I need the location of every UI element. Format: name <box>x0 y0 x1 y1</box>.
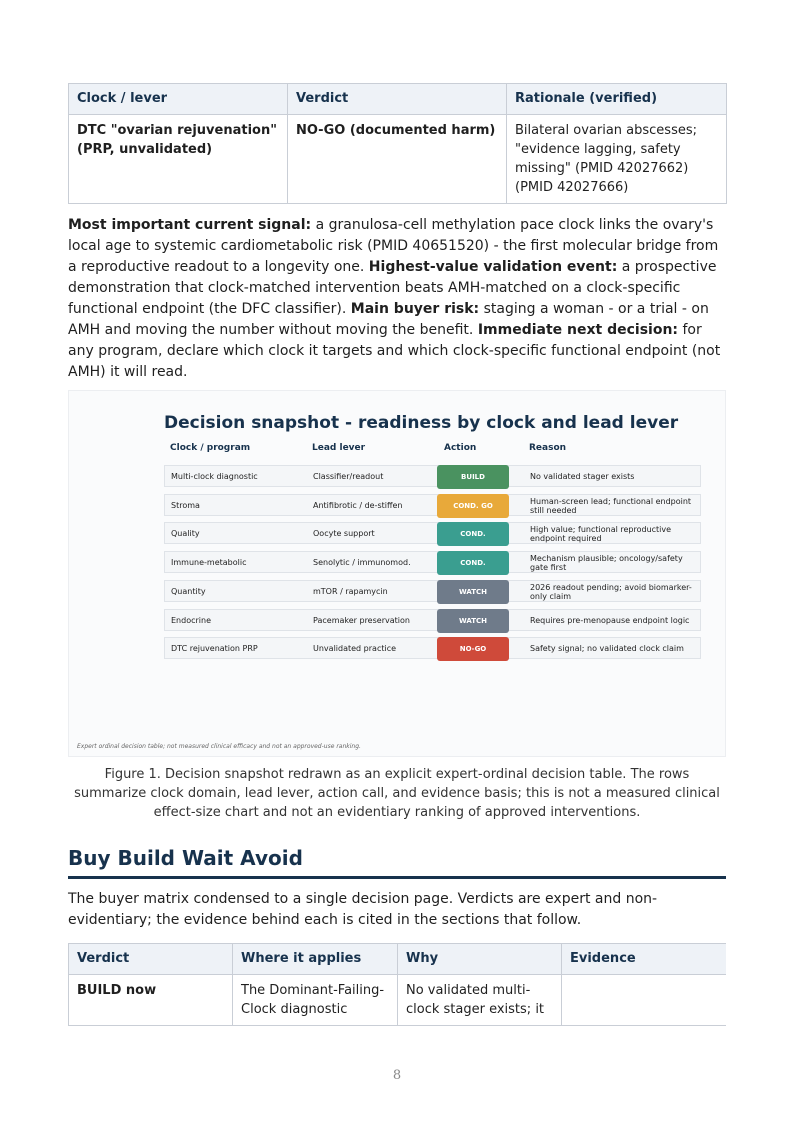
cell-matrix-evidence <box>562 975 727 1026</box>
page-content <box>68 83 726 383</box>
header-clock-lever: Clock / lever <box>69 84 288 115</box>
snapshot-row <box>164 637 701 659</box>
action-badge: COND. <box>437 522 509 546</box>
table-row <box>69 115 727 204</box>
snapshot-program: Immune-metabolic <box>171 558 247 568</box>
snapshot-lever: Senolytic / immunomod. <box>313 558 411 568</box>
page-number: 8 <box>392 1068 402 1083</box>
snapshot-program: Stroma <box>171 500 200 510</box>
snapshot-lever: mTOR / rapamycin <box>313 586 388 596</box>
action-badge: COND. <box>437 551 509 575</box>
snapshot-lever: Unvalidated practice <box>313 644 397 654</box>
snapshot-row <box>164 465 701 487</box>
cell-verdict: NO-GO (documented harm) <box>288 115 507 204</box>
col-header-reason: Reason <box>529 443 567 453</box>
text-current-signal: a granulosa-cell methylation pace clock links the ovary's local age to systemic cardiometabolic risk (PMID 40651520) - the first molecular bridge from a reproductive readout to a longevity one. <box>68 217 719 275</box>
snapshot-program: Multi-clock diagnostic <box>171 472 258 481</box>
col-header-program: Clock / program <box>170 443 251 453</box>
section-heading: Buy Build Wait Avoid <box>68 846 726 879</box>
snapshot-reason: 2026 readout pending; avoid biomarker-only claim <box>530 582 692 601</box>
snapshot-row <box>164 494 701 516</box>
snapshot-lever: Oocyte support <box>313 529 375 539</box>
section-intro: The buyer matrix condensed to a single decision page. Verdicts are expert and non-evidentiary; the evidence behind each is cited in the sections that follow. <box>68 891 658 928</box>
snapshot-row <box>164 522 701 544</box>
snapshot-reason: Human-screen lead; functional endpoint still needed <box>530 496 692 515</box>
cell-matrix-why: No validated multi-clock stager exists; it <box>398 975 562 1026</box>
col-header-action: Action <box>444 443 477 453</box>
decision-snapshot-figure <box>68 390 726 757</box>
snapshot-program: Endocrine <box>171 615 211 625</box>
header-matrix-verdict: Verdict <box>69 944 233 975</box>
snapshot-reason: No validated stager exists <box>530 472 635 481</box>
snapshot-program: Quality <box>171 529 200 539</box>
label-current-signal: Most important current signal: <box>68 217 312 233</box>
header-rationale: Rationale (verified) <box>507 84 727 115</box>
snapshot-lever: Pacemaker preservation <box>313 615 410 625</box>
snapshot-row <box>164 609 701 631</box>
snapshot-program: DTC rejuvenation PRP <box>171 644 258 654</box>
snapshot-lever: Classifier/readout <box>313 472 384 481</box>
header-verdict: Verdict <box>288 84 507 115</box>
cell-lever: DTC "ovarian rejuvenation" (PRP, unvalidated) <box>69 115 288 204</box>
snapshot-reason: High value; functional reproductive endpoint required <box>530 525 672 544</box>
label-next-decision: Immediate next decision: <box>477 322 679 338</box>
text-buyer-risk: staging a woman - or a trial - on AMH and moving the number without moving the benefit. <box>68 301 709 338</box>
buyer-matrix-wrapper <box>68 943 726 1031</box>
snapshot-lever: Antifibrotic / de-stiffen <box>313 500 403 510</box>
verdict-table <box>68 83 727 204</box>
header-matrix-evidence: Evidence <box>562 944 727 975</box>
table-row <box>69 975 727 1026</box>
header-matrix-why: Why <box>398 944 562 975</box>
summary-paragraph <box>68 215 726 383</box>
cell-matrix-where: The Dominant-Failing-Clock diagnostic <box>233 975 398 1026</box>
cell-rationale: Bilateral ovarian abscesses; "evidence lagging, safety missing" (PMID 42027662) (PMID 42027666) <box>507 115 727 204</box>
text-next-decision: for any program, declare which clock it targets and which clock-specific functional endpoint (not AMH) it will read. <box>68 322 721 380</box>
snapshot-row <box>164 551 701 573</box>
header-matrix-where: Where it applies <box>233 944 398 975</box>
buyer-matrix-table <box>68 943 726 1026</box>
action-badge: COND. GO <box>437 494 509 518</box>
action-badge: BUILD <box>437 465 509 489</box>
figure-title: Decision snapshot - readiness by clock and lead lever <box>164 413 679 433</box>
snapshot-row <box>164 580 701 602</box>
action-badge: WATCH <box>437 609 509 633</box>
label-validation-event: Highest-value validation event: <box>368 259 618 275</box>
cell-matrix-verdict: BUILD now <box>69 975 233 1026</box>
figure-caption: Figure 1. Decision snapshot redrawn as an explicit expert-ordinal decision table. The rows summarize clock domain, lead lever, action call, and evidence basis; this is not a measured clinical effect-size chart and not an evidentiary ranking of approved interventions. <box>74 767 720 820</box>
snapshot-reason: Mechanism plausible; oncology/safety gate first <box>530 554 683 573</box>
figure-note: Expert ordinal decision table; not measured clinical efficacy and not an approved-use ranking. <box>77 743 361 750</box>
snapshot-reason: Safety signal; no validated clock claim <box>530 644 684 654</box>
snapshot-reason: Requires pre-menopause endpoint logic <box>530 615 690 625</box>
label-buyer-risk: Main buyer risk: <box>350 301 480 317</box>
text-validation-event: a prospective demonstration that clock-matched intervention beats AMH-matched on a clock-specific functional endpoint (the DFC classifier). <box>68 259 717 317</box>
col-header-lever: Lead lever <box>312 443 366 453</box>
snapshot-program: Quantity <box>171 586 206 596</box>
action-badge: WATCH <box>437 580 509 604</box>
action-badge: NO-GO <box>437 637 509 661</box>
